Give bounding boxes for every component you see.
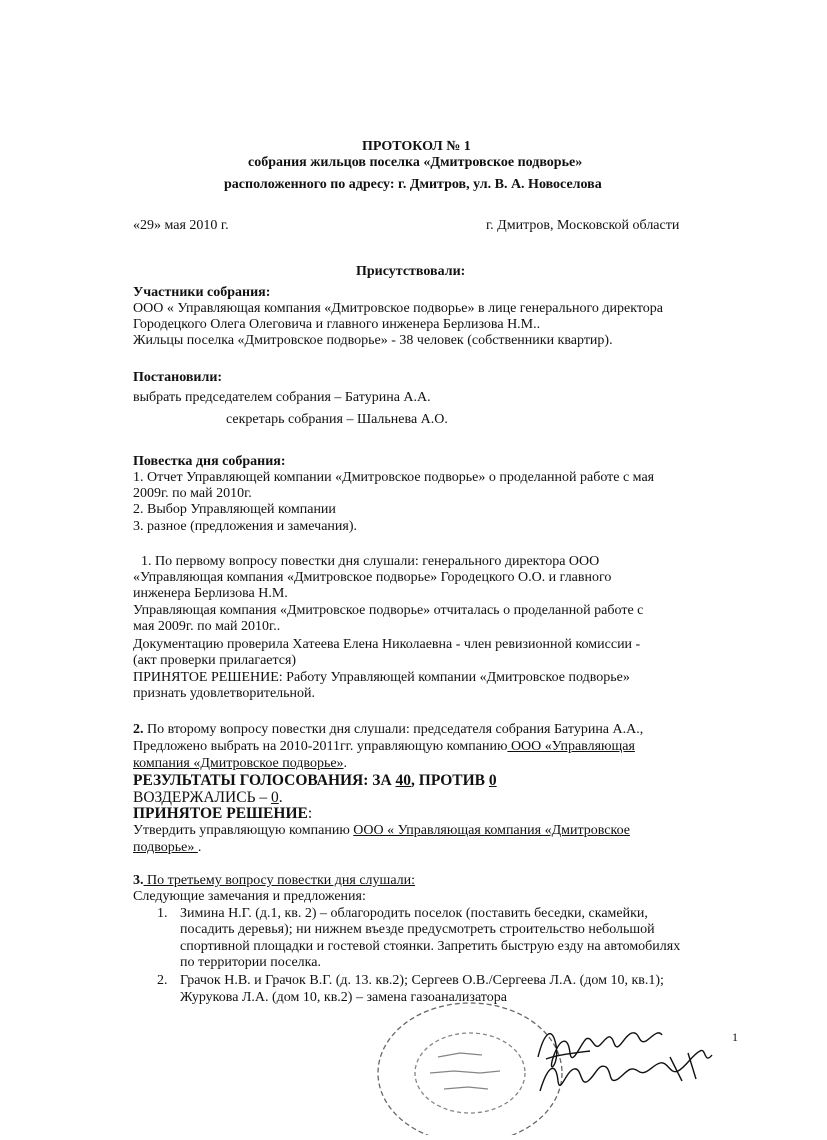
agenda-line: 1. Отчет Управляющей компании «Дмитровское подворье» о проделанной работе с мая: [133, 470, 655, 485]
page-number: 1: [732, 1030, 738, 1044]
q2-text: По второму вопросу повестки дня слушали: председателя собрания Батурина А.А.,: [143, 722, 644, 737]
agenda-line: 3. разное (предложения и замечания).: [133, 519, 357, 534]
q3-heading: 3. По третьему вопросу повестки дня слушали:: [133, 873, 416, 888]
list-item-line: Зимина Н.Г. (д.1, кв. 2) – облагородить поселок (поставить беседки, скамейки,: [180, 906, 648, 921]
participants-label: Участники собрания:: [133, 285, 271, 300]
present-heading: Присутствовали:: [356, 264, 466, 279]
decision-line-2: подворье» .: [133, 840, 202, 855]
votes-for: 40: [395, 772, 412, 789]
list-item-number: 1.: [157, 906, 168, 921]
q1-line: ПРИНЯТОЕ РЕШЕНИЕ: Работу Управляющей компании «Дмитровское подворье»: [133, 670, 630, 685]
list-item-line: посадить деревья); ни нижнем въезде предусмотреть строительство небольшой: [180, 922, 655, 937]
approved-company: ООО « Управляющая компания «Дмитровское: [353, 823, 630, 838]
list-item-number: 2.: [157, 973, 168, 988]
q2-company-name: ООО «Управляющая: [507, 739, 635, 754]
approved-company-cont: подворье»: [133, 840, 198, 855]
q1-line: Документацию проверила Хатеева Елена Николаевна - член ревизионной комиссии -: [133, 637, 641, 652]
meeting-date: «29» мая 2010 г.: [133, 218, 229, 233]
q2-line-2: [133, 739, 635, 755]
list-item-line: Грачок Н.В. и Грачок В.Г. (д. 13. кв.2); Сергеев О.В./Сергеева Л.А. (дом 10, кв.1);: [180, 973, 664, 988]
participants-line: Городецкого Олега Олеговича и главного инженера Берлизова Н.М..: [133, 317, 541, 332]
participants-line: ООО « Управляющая компания «Дмитровское подворье» в лице генерального директора: [133, 301, 663, 316]
votes-against: 0: [488, 772, 497, 789]
document-title: ПРОТОКОЛ № 1: [362, 139, 471, 154]
signature-1: [538, 1033, 662, 1067]
participants-line: Жильцы поселка «Дмитровское подворье» - 38 человек (собственники квартир).: [133, 333, 613, 348]
q2-proposal-text: Предложено выбрать на 2010-2011гг. управляющую компанию: [133, 739, 508, 754]
q2-line-3: компания «Дмитровское подворье».: [133, 756, 348, 771]
list-item-line: по территории поселка.: [180, 955, 321, 970]
q1-line: инженера Берлизова Н.М.: [133, 586, 288, 601]
q1-line: признать удовлетворительной.: [133, 686, 316, 701]
q3-intro: Следующие замечания и предложения:: [133, 889, 366, 904]
agenda-line: 2. Выбор Управляющей компании: [133, 502, 336, 517]
votes-abstain: 0: [271, 789, 279, 806]
document-subtitle-2: расположенного по адресу: г. Дмитров, ул. В. А. Новоселова: [224, 177, 602, 192]
agenda-line: 2009г. по май 2010г.: [133, 486, 252, 501]
stamp-seal: [378, 1003, 562, 1135]
voting-results: РЕЗУЛЬТАТЫ ГОЛОСОВАНИЯ: ЗА 40, ПРОТИВ 0: [133, 772, 497, 789]
q2-number: 2.: [133, 722, 144, 737]
q1-line: мая 2009г. по май 2010г..: [133, 619, 281, 634]
stamp-and-signatures: [370, 995, 750, 1135]
secretary-line: секретарь собрания – Шальнева А.О.: [226, 412, 448, 427]
votes-abstain-line: ВОЗДЕРЖАЛИСЬ – 0.: [133, 789, 283, 806]
q1-line: Управляющая компания «Дмитровское подворье» отчиталась о проделанной работе с: [133, 603, 644, 618]
list-item-line: спортивной площадки и гостевой стоянки. Запретить быструю езду на автомобилях: [180, 939, 681, 954]
q1-line: (акт проверки прилагается): [133, 653, 297, 668]
decision-label: ПРИНЯТОЕ РЕШЕНИЕ:: [133, 805, 313, 822]
meeting-place: г. Дмитров, Московской области: [486, 218, 680, 233]
agenda-label: Повестка дня собрания:: [133, 454, 286, 469]
q1-line: «Управляющая компания «Дмитровское подворье» Городецкого О.О. и главного: [133, 570, 612, 585]
q2-line-1: [133, 722, 643, 738]
resolved-label: Постановили:: [133, 370, 223, 385]
signature-2: [540, 1050, 712, 1091]
q2-company-name-cont: компания «Дмитровское подворье»: [133, 756, 344, 771]
chairman-line: выбрать председателем собрания – Батурина А.А.: [133, 390, 431, 405]
decision-line-1: Утвердить управляющую компанию ООО « Управляющая компания «Дмитровское: [133, 823, 630, 838]
q1-line: 1. По первому вопросу повестки дня слушали: генерального директора ООО: [141, 554, 600, 569]
list-item-line: Журукова Л.А. (дом 10, кв.2) – замена газоанализатора: [180, 990, 507, 1005]
document-subtitle-1: собрания жильцов поселка «Дмитровское подворье»: [248, 155, 583, 170]
